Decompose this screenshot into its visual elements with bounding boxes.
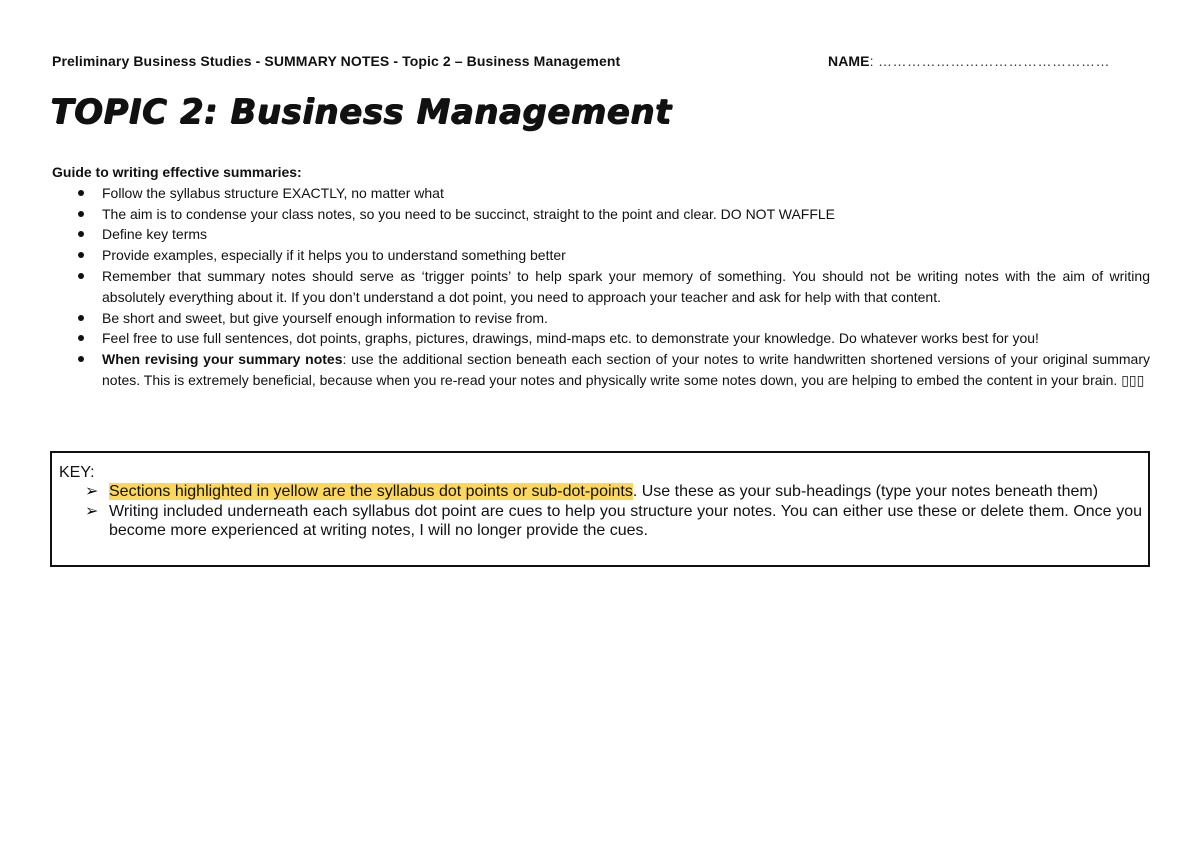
bullet-icon [78,315,84,321]
revising-bold-lead: When revising your summary notes [102,351,343,368]
bullet-icon [78,273,84,279]
arrow-bullet-icon: ➢ [85,483,99,500]
key-item-text: Writing included underneath each syllabus dot point are cues to help you structure your notes. You can either use these or delete them. Once you become more experienced at writing notes, I will no longer provide the cues. [109,502,1142,539]
bullet-icon [78,211,84,217]
guide-heading: Guide to writing effective summaries: [52,164,302,180]
arrow-bullet-icon: ➢ [85,502,99,520]
guide-section [52,162,1150,391]
bullet-icon [78,356,84,362]
key-list [52,482,1142,541]
revising-text: : use the additional section beneath each section of your notes to write handwritten shortened versions of your original summary notes. This is extremely beneficial, because when you re-read your notes and physically write some notes down, you are helping to embed the content in your brain. ▯▯▯ [102,351,1150,388]
name-blank-line: ………………………………………… [878,53,1111,69]
key-item-text: . Use these as your sub-headings (type your notes beneath them) [632,483,1099,500]
bullet-icon [78,335,84,341]
bullet-icon [78,252,84,258]
key-box [50,451,1150,567]
guide-item: Follow the syllabus structure EXACTLY, no matter what [52,183,1150,204]
guide-item: Be short and sweet, but give yourself enough information to revise from. [52,308,1150,329]
header-name-field [828,53,1110,69]
guide-item: The aim is to condense your class notes, so you need to be succinct, straight to the point and clear. DO NOT WAFFLE [52,204,1150,225]
name-colon: : [869,53,875,69]
highlighted-text: Sections highlighted in yellow are the syllabus dot points or sub-dot-points [109,483,633,500]
name-label: NAME [828,53,870,69]
key-item-highlight [52,482,1142,502]
header-course-title: Preliminary Business Studies - SUMMARY NOTES - Topic 2 – Business Management [52,53,621,69]
bullet-icon [78,190,84,196]
key-item-cues [52,502,1142,541]
key-title: KEY: [59,464,95,481]
guide-item: Feel free to use full sentences, dot points, graphs, pictures, drawings, mind-maps etc. to demonstrate your knowledge. Do whatever works best for you! [52,328,1150,349]
guide-list [52,183,1150,391]
guide-item: Remember that summary notes should serve as ‘trigger points’ to help spark your memory of something. You should not be writing notes with the aim of writing absolutely everything about it. If you don’t understand a dot point, you need to approach your teacher and ask for help with that content. [52,266,1150,308]
guide-item: Provide examples, especially if it helps you to understand something better [52,245,1150,266]
guide-item: Define key terms [52,224,1150,245]
document-header [52,53,1152,71]
page-title: TOPIC 2: Business Management [50,92,672,132]
guide-item-revising [52,349,1150,391]
bullet-icon [78,231,84,237]
